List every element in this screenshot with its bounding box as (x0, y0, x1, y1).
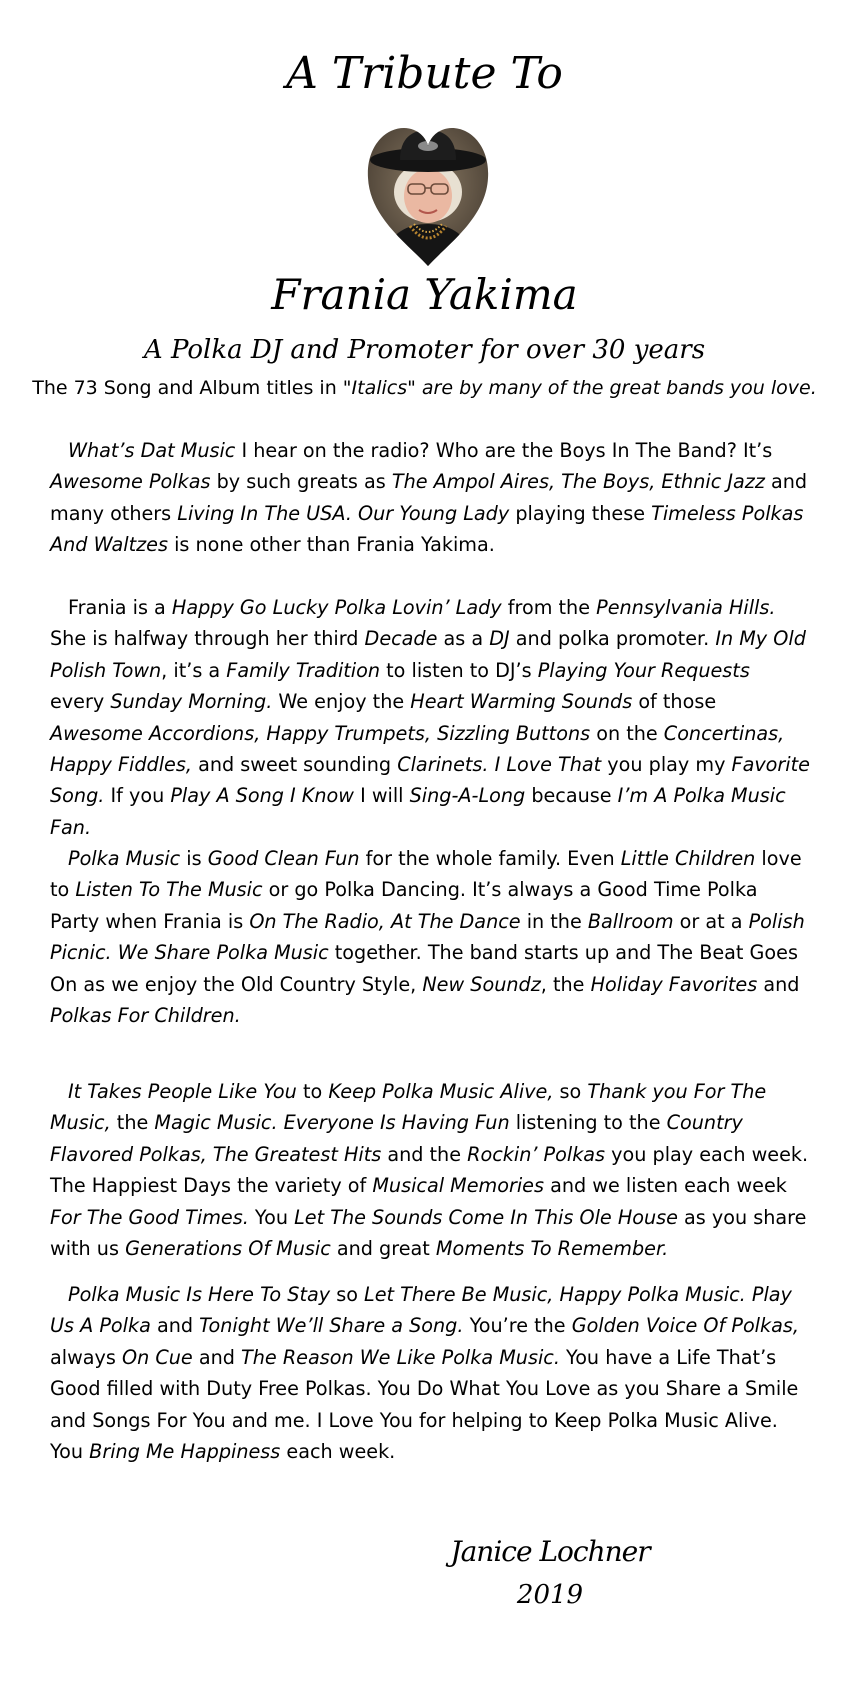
paragraph-text: because (525, 784, 618, 808)
heart-portrait-icon (364, 126, 492, 269)
song-title: In My Old Polish Town (50, 627, 806, 682)
song-title: Heart Warming Sounds (410, 690, 633, 714)
paragraph-text: and (150, 1314, 200, 1338)
intro-text: The 73 Song and Album titles in (32, 377, 343, 399)
paragraph-text: and many others (50, 470, 808, 525)
song-title: Rockin’ Polkas (467, 1142, 606, 1166)
intro-italic-text: "Italics" are by many of the great bands you love. (342, 377, 817, 399)
paragraph-text: and polka promoter. (509, 627, 716, 651)
paragraph-text: I will (353, 784, 410, 808)
paragraph-text: and (192, 1345, 242, 1369)
paragraph-text: playing these (509, 501, 652, 525)
paragraph-text: you play my (601, 753, 732, 777)
song-title: Ballroom (587, 909, 674, 933)
song-title: Concertinas, Happy Fiddles, (50, 721, 785, 777)
paragraph-text: in the (520, 909, 588, 933)
song-title: Decade (364, 627, 438, 651)
paragraph-text: so (553, 1080, 588, 1103)
song-title: Thank you For The Music, (50, 1080, 767, 1135)
song-title: Sunday Morning. (110, 690, 273, 714)
paragraph-text: for the whole family. Even (359, 847, 621, 870)
paragraph-text: You have a Life That’s Good filled with Duty Free Polkas. You Do What You Love as you Share a Smile and Songs For You and me. I Love You for helping to Keep Polka Music Alive. You (50, 1345, 799, 1464)
song-title: The Ampol Aires, The Boys, Ethnic Jazz (391, 470, 765, 494)
song-title: Living In The USA. Our Young Lady (177, 501, 510, 525)
song-title: Holiday Favorites (590, 972, 758, 996)
paragraph-text: She is halfway through her third (50, 627, 365, 651)
song-title: Moments To Remember. (435, 1237, 669, 1261)
paragraph-text: every (50, 690, 111, 714)
song-title: Sing-A-Long (409, 784, 526, 808)
paragraph-1 (50, 435, 810, 561)
song-title: Generations Of Music (125, 1237, 331, 1261)
song-title: Timeless Polkas And Waltzes (50, 501, 804, 557)
song-title: Magic Music. Everyone Is Having Fun (154, 1111, 510, 1135)
paragraph-text: or at a (673, 909, 749, 933)
paragraph-text: You (248, 1205, 295, 1229)
song-title: Good Clean Fun (207, 847, 360, 870)
song-title: Let The Sounds Come In This Ole House (294, 1205, 678, 1229)
paragraph-text: on the (590, 721, 664, 745)
paragraph-text: by such greats as (210, 470, 392, 494)
paragraph-text: and we listen each week (543, 1174, 787, 1198)
page-title: A Tribute To (286, 48, 563, 99)
song-title: Let There Be Music, Happy Polka Music. Play Us A Polka (50, 1283, 792, 1338)
song-title: It Takes People Like You (68, 1080, 297, 1103)
song-title: DJ (489, 627, 510, 651)
honoree-name: Frania Yakima (271, 270, 578, 319)
paragraph-text: and the (381, 1142, 468, 1166)
song-title: Golden Voice Of Polkas, (571, 1314, 799, 1338)
song-title: I’m A Polka Music Fan. (50, 784, 786, 839)
song-title: Family Tradition (226, 658, 381, 682)
signature-name: Janice Lochner (450, 1535, 650, 1568)
paragraph-text: is (180, 847, 208, 870)
paragraph-text: always (50, 1345, 122, 1369)
song-title: Polish Picnic. We Share Polka Music (50, 909, 805, 965)
paragraph-text: and (757, 972, 800, 996)
paragraph-2 (50, 592, 810, 843)
paragraph-text: or go Polka Dancing. It’s always a Good Time Polka Party when Frania is (50, 878, 758, 933)
page-subtitle: A Polka DJ and Promoter for over 30 years (143, 335, 706, 365)
paragraph-5 (50, 1279, 810, 1467)
paragraph-text: so (330, 1283, 365, 1306)
song-title: Happy Go Lucky Polka Lovin’ Lady (171, 596, 502, 619)
paragraph-text: and great (330, 1237, 436, 1261)
paragraph-text: , it’s a (161, 658, 227, 682)
signature-year: 2019 (516, 1580, 584, 1610)
song-title: Keep Polka Music Alive, (328, 1080, 554, 1103)
song-title: Pennsylvania Hills. (596, 596, 776, 619)
song-title: Play A Song I Know (170, 784, 354, 808)
song-title: Polka Music Is Here To Stay (68, 1283, 331, 1306)
paragraph-text: together. The band starts up and The Beat Goes On as we enjoy the Old Country Style, (50, 941, 798, 996)
song-title: On The Radio, At The Dance (249, 909, 521, 933)
heart-portrait-photo (364, 126, 492, 269)
paragraph-text: you play each week. The Happiest Days the variety of (50, 1142, 809, 1198)
song-title: Clarinets. I Love That (397, 753, 602, 777)
paragraph-text: the (110, 1111, 155, 1135)
paragraph-4 (50, 1076, 810, 1264)
paragraph-text: of those (632, 690, 717, 714)
intro-line (0, 377, 849, 399)
song-title: Playing Your Requests (537, 658, 750, 682)
paragraph-text: love to (50, 847, 802, 902)
song-title: On Cue (122, 1345, 193, 1369)
paragraph-text: from the (501, 596, 597, 619)
song-title: Favorite Song. (50, 753, 810, 808)
paragraph-text: and sweet sounding (191, 753, 398, 777)
song-title: Musical Memories (372, 1174, 544, 1198)
song-title: Country Flavored Polkas, The Greatest Hits (50, 1111, 743, 1166)
paragraph-3 (50, 843, 810, 1031)
song-title: The Reason We Like Polka Music. (241, 1345, 560, 1369)
song-title: Polkas For Children. (50, 1004, 241, 1028)
paragraph-text: , the (540, 972, 591, 996)
paragraph-text: You’re the (463, 1314, 572, 1338)
song-title: Tonight We’ll Share a Song. (199, 1314, 464, 1338)
paragraph-text: as you share with us (50, 1205, 807, 1261)
song-title: What’s Dat Music (68, 439, 236, 462)
song-title: Polka Music (68, 847, 181, 870)
paragraph-text: to listen to DJ’s (380, 658, 538, 682)
paragraph-text: as a (437, 627, 490, 651)
paragraph-text: listening to the (509, 1111, 667, 1135)
paragraph-text: is none other than Frania Yakima. (167, 533, 495, 557)
song-title: Little Children (620, 847, 756, 870)
paragraph-text: I hear on the radio? Who are the Boys In The Band? It’s (235, 439, 773, 462)
paragraph-text: to (296, 1080, 329, 1103)
song-title: Awesome Accordions, Happy Trumpets, Sizzling Buttons (50, 721, 591, 745)
paragraph-text: If you (104, 784, 171, 808)
song-title: Bring Me Happiness (89, 1440, 281, 1464)
paragraph-text: We enjoy the (272, 690, 411, 714)
song-title: For The Good Times. (50, 1205, 249, 1229)
song-title: Awesome Polkas (50, 470, 211, 494)
paragraph-text: Frania is a (68, 596, 172, 619)
song-title: New Soundz (422, 972, 541, 996)
song-title: Listen To The Music (75, 878, 263, 902)
paragraph-text: each week. (280, 1440, 396, 1464)
